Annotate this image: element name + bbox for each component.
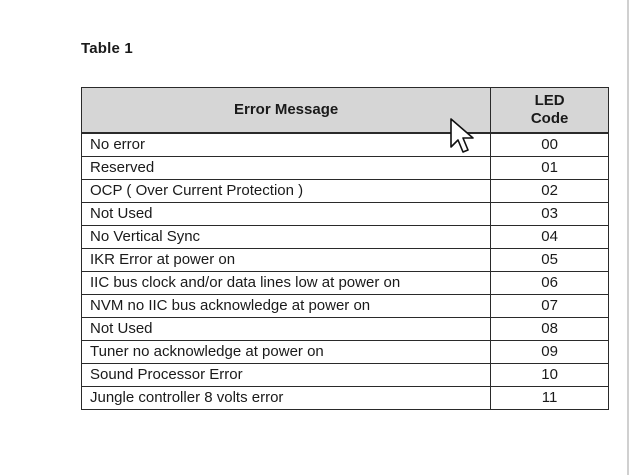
- header-led-code-line2: Code: [530, 110, 569, 127]
- led-code-cell: 05: [491, 249, 609, 272]
- table-caption: Table 1: [81, 40, 133, 57]
- error-message-cell: Not Used: [82, 318, 491, 341]
- error-message-cell: IIC bus clock and/or data lines low at power on: [82, 272, 491, 295]
- led-code-cell: 04: [491, 226, 609, 249]
- error-message-cell: OCP ( Over Current Protection ): [82, 180, 491, 203]
- error-message-cell: No Vertical Sync: [82, 226, 491, 249]
- led-code-cell: 06: [491, 272, 609, 295]
- table-row: [82, 249, 609, 272]
- led-code-cell: 09: [491, 341, 609, 364]
- header-led-code-line1: LED: [534, 92, 565, 109]
- led-code-cell: 08: [491, 318, 609, 341]
- error-message-cell: Reserved: [82, 157, 491, 180]
- led-code-cell: 00: [491, 133, 609, 157]
- table-row: [82, 387, 609, 410]
- led-code-cell: 02: [491, 180, 609, 203]
- table-row: [82, 295, 609, 318]
- error-message-cell: No error: [82, 133, 491, 157]
- error-message-cell: IKR Error at power on: [82, 249, 491, 272]
- error-message-cell: Tuner no acknowledge at power on: [82, 341, 491, 364]
- table-row: [82, 341, 609, 364]
- led-code-cell: 11: [491, 387, 609, 410]
- led-code-cell: 03: [491, 203, 609, 226]
- table-body: [82, 133, 609, 410]
- error-message-cell: Sound Processor Error: [82, 364, 491, 387]
- error-message-cell: NVM no IIC bus acknowledge at power on: [82, 295, 491, 318]
- table-row: [82, 318, 609, 341]
- table-row: [82, 180, 609, 203]
- table-header-row: [82, 88, 609, 134]
- error-message-cell: Not Used: [82, 203, 491, 226]
- header-error-message: Error Message: [82, 88, 491, 134]
- led-code-cell: 01: [491, 157, 609, 180]
- led-code-cell: 07: [491, 295, 609, 318]
- error-message-cell: Jungle controller 8 volts error: [82, 387, 491, 410]
- header-led-code: [491, 88, 609, 134]
- table-row: [82, 364, 609, 387]
- mouse-pointer-icon: [450, 118, 476, 158]
- table-row: [82, 272, 609, 295]
- table-row: [82, 203, 609, 226]
- error-code-table: [81, 87, 609, 410]
- table-row: [82, 133, 609, 157]
- led-code-cell: 10: [491, 364, 609, 387]
- table-row: [82, 226, 609, 249]
- table-row: [82, 157, 609, 180]
